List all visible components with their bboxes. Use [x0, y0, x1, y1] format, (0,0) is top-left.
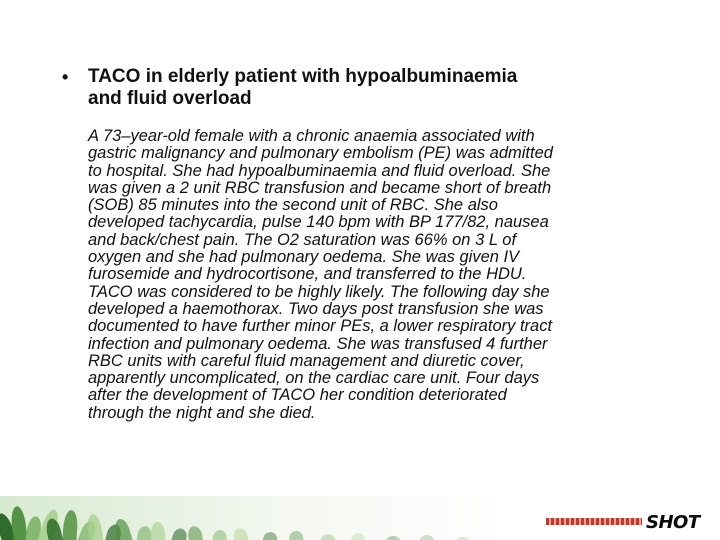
- case-line: through the night and she died.: [88, 403, 316, 422]
- case-description: [88, 128, 688, 422]
- case-line: to hospital. She had hypoalbuminaemia and fluid overload. She: [88, 161, 551, 180]
- case-line: infection and pulmonary oedema. She was transfused 4 further: [88, 334, 548, 353]
- heading-line-1: TACO in elderly patient with hypoalbuminaemia: [88, 66, 518, 87]
- case-line: apparently uncomplicated, on the cardiac care unit. Four days: [88, 369, 540, 388]
- case-line: developed tachycardia, pulse 140 bpm with BP 177/82, nausea: [88, 213, 549, 232]
- heading-line-2: and fluid overload: [88, 88, 252, 109]
- case-line: oxygen and she had pulmonary oedema. She was given IV: [88, 248, 520, 267]
- case-line: TACO was considered to be highly likely. The following day she: [88, 282, 550, 301]
- case-line: and back/chest pain. The O2 saturation was 66% on 3 L of: [88, 230, 517, 249]
- bullet-heading: [88, 66, 678, 110]
- case-line: developed a haemothorax. Two days post transfusion she was: [88, 299, 544, 318]
- case-line: documented to have further minor PEs, a lower respiratory tract: [88, 317, 553, 336]
- logo-text: SHOT: [646, 512, 700, 533]
- case-line: after the development of TACO her condition deteriorated: [88, 386, 507, 405]
- logo-stripe: [546, 518, 642, 525]
- case-line: A 73–year-old female with a chronic anaemia associated with: [88, 127, 535, 145]
- case-line: RBC units with careful fluid management and diuretic cover,: [88, 351, 525, 370]
- case-line: was given a 2 unit RBC transfusion and became short of breath: [88, 178, 552, 197]
- case-line: gastric malignancy and pulmonary embolism (PE) was admitted: [88, 144, 553, 163]
- case-line: (SOB) 85 minutes into the second unit of RBC. She also: [88, 196, 498, 215]
- shot-logo: [546, 512, 710, 534]
- bullet-icon: •: [62, 67, 69, 87]
- case-line: furosemide and hydrocortisone, and transferred to the HDU.: [88, 265, 527, 284]
